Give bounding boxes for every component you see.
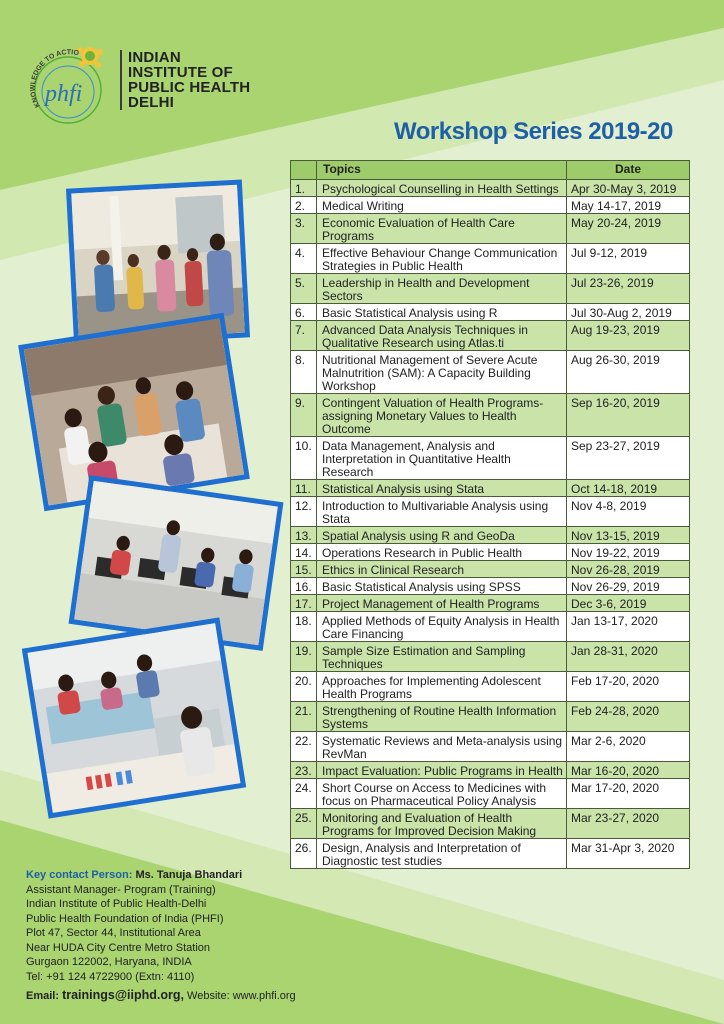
row-date: Mar 17-20, 2020 <box>567 779 690 809</box>
row-date: Aug 19-23, 2019 <box>567 321 690 351</box>
row-date: Nov 4-8, 2019 <box>567 497 690 527</box>
table-row <box>291 214 690 244</box>
table-row <box>291 274 690 304</box>
table-row <box>291 561 690 578</box>
table-row <box>291 480 690 497</box>
table-row <box>291 394 690 437</box>
contact-key-label: Key contact Person: <box>26 869 133 881</box>
row-number: 2. <box>291 197 317 214</box>
row-number: 3. <box>291 214 317 244</box>
row-date: Jul 9-12, 2019 <box>567 244 690 274</box>
table-row <box>291 779 690 809</box>
row-date: Nov 19-22, 2019 <box>567 544 690 561</box>
row-date: Nov 26-28, 2019 <box>567 561 690 578</box>
contact-line: Near HUDA City Centre Metro Station <box>26 941 211 954</box>
photo-laboratory <box>22 617 246 818</box>
table-header-num <box>291 161 317 180</box>
row-topic: Contingent Valuation of Health Programs-assigning Monetary Values to Health Outcome <box>317 394 567 437</box>
row-number: 23. <box>291 762 317 779</box>
row-topic: Monitoring and Evaluation of Health Programs for Improved Decision Making <box>317 809 567 839</box>
row-number: 20. <box>291 672 317 702</box>
table-header-topics: Topics <box>317 161 567 180</box>
row-topic: Approaches for Implementing Adolescent Health Programs <box>317 672 567 702</box>
row-date: Jul 23-26, 2019 <box>567 274 690 304</box>
row-number: 24. <box>291 779 317 809</box>
table-row <box>291 642 690 672</box>
row-number: 18. <box>291 612 317 642</box>
logo-tagline: KNOWLEDGE TO ACTIO <box>29 49 80 109</box>
org-name <box>120 50 250 110</box>
row-topic: Basic Statistical Analysis using SPSS <box>317 578 567 595</box>
row-number: 15. <box>291 561 317 578</box>
table-header-date: Date <box>567 161 690 180</box>
row-date: Nov 13-15, 2019 <box>567 527 690 544</box>
table-row <box>291 497 690 527</box>
row-number: 1. <box>291 180 317 197</box>
row-number: 22. <box>291 732 317 762</box>
row-topic: Nutritional Management of Severe Acute Malnutrition (SAM): A Capacity Building Workshop <box>317 351 567 394</box>
row-number: 10. <box>291 437 317 480</box>
email-label: Email: <box>26 990 60 1002</box>
row-topic: Design, Analysis and Interpretation of Diagnostic test studies <box>317 839 567 869</box>
row-topic: Impact Evaluation: Public Programs in Health <box>317 762 567 779</box>
org-name-line: INDIAN <box>128 49 181 66</box>
row-date: Dec 3-6, 2019 <box>567 595 690 612</box>
row-number: 21. <box>291 702 317 732</box>
table-row <box>291 321 690 351</box>
row-date: Aug 26-30, 2019 <box>567 351 690 394</box>
row-topic: Basic Statistical Analysis using R <box>317 304 567 321</box>
row-topic: Operations Research in Public Health <box>317 544 567 561</box>
row-number: 26. <box>291 839 317 869</box>
row-date: Mar 23-27, 2020 <box>567 809 690 839</box>
table-row <box>291 544 690 561</box>
row-topic: Medical Writing <box>317 197 567 214</box>
row-date: Apr 30-May 3, 2019 <box>567 180 690 197</box>
row-topic: Advanced Data Analysis Techniques in Qualitative Research using Atlas.ti <box>317 321 567 351</box>
row-topic: Effective Behaviour Change Communication Strategies in Public Health <box>317 244 567 274</box>
contact-name: Ms. Tanuja Bhandari <box>135 869 243 881</box>
row-number: 16. <box>291 578 317 595</box>
row-topic: Data Management, Analysis and Interpretation in Quantitative Health Research <box>317 437 567 480</box>
row-number: 17. <box>291 595 317 612</box>
row-date: Sep 16-20, 2019 <box>567 394 690 437</box>
table-row <box>291 762 690 779</box>
website-link[interactable]: www.phfi.org <box>232 990 296 1002</box>
row-topic: Introduction to Multivariable Analysis using Stata <box>317 497 567 527</box>
row-topic: Economic Evaluation of Health Care Programs <box>317 214 567 244</box>
row-date: Sep 23-27, 2019 <box>567 437 690 480</box>
row-topic: Spatial Analysis using R and GeoDa <box>317 527 567 544</box>
org-name-line: INSTITUTE OF <box>128 64 233 81</box>
table-row <box>291 197 690 214</box>
org-name-line: PUBLIC HEALTH <box>128 79 251 96</box>
row-number: 19. <box>291 642 317 672</box>
org-name-line: DELHI <box>128 94 174 111</box>
row-number: 14. <box>291 544 317 561</box>
row-date: Jan 28-31, 2020 <box>567 642 690 672</box>
row-date: Nov 26-29, 2019 <box>567 578 690 595</box>
row-number: 6. <box>291 304 317 321</box>
row-date: Jan 13-17, 2020 <box>567 612 690 642</box>
row-date: Mar 16-20, 2020 <box>567 762 690 779</box>
table-body <box>291 180 690 869</box>
row-topic: Applied Methods of Equity Analysis in Health Care Financing <box>317 612 567 642</box>
row-date: Jul 30-Aug 2, 2019 <box>567 304 690 321</box>
row-number: 12. <box>291 497 317 527</box>
contact-line: Tel: +91 124 4722900 (Extn: 4110) <box>26 970 195 983</box>
table-row <box>291 578 690 595</box>
logo-text: phfi <box>45 81 83 107</box>
row-number: 4. <box>291 244 317 274</box>
row-date: Feb 17-20, 2020 <box>567 672 690 702</box>
row-topic: Project Management of Health Programs <box>317 595 567 612</box>
row-number: 13. <box>291 527 317 544</box>
contact-line: Assistant Manager- Program (Training) <box>26 883 216 896</box>
table-row <box>291 809 690 839</box>
row-date: Oct 14-18, 2019 <box>567 480 690 497</box>
email-link[interactable]: trainings@iiphd.org, <box>62 988 184 1002</box>
website-label: Website: <box>187 990 230 1002</box>
row-topic: Systematic Reviews and Meta-analysis using RevMan <box>317 732 567 762</box>
row-date: May 20-24, 2019 <box>567 214 690 244</box>
row-topic: Statistical Analysis using Stata <box>317 480 567 497</box>
page-title: Workshop Series 2019-20 <box>394 118 673 145</box>
table-header-row <box>291 161 690 180</box>
table-row <box>291 732 690 762</box>
row-topic: Ethics in Clinical Research <box>317 561 567 578</box>
contact-line: Gurgaon 122002, Haryana, INDIA <box>26 956 192 968</box>
row-topic: Psychological Counselling in Health Settings <box>317 180 567 197</box>
row-number: 7. <box>291 321 317 351</box>
table-row <box>291 839 690 869</box>
contact-line: Indian Institute of Public Health-Delhi <box>26 898 207 910</box>
table-row <box>291 527 690 544</box>
table-row <box>291 595 690 612</box>
workshop-table <box>290 160 690 869</box>
phfi-logo-icon <box>18 40 128 130</box>
row-number: 25. <box>291 809 317 839</box>
row-date: Mar 2-6, 2020 <box>567 732 690 762</box>
contact-line: Plot 47, Sector 44, Institutional Area <box>26 927 201 939</box>
table-row <box>291 612 690 642</box>
row-topic: Strengthening of Routine Health Information Systems <box>317 702 567 732</box>
table-row <box>291 244 690 274</box>
row-date: Mar 31-Apr 3, 2020 <box>567 839 690 869</box>
row-date: Feb 24-28, 2020 <box>567 702 690 732</box>
contact-line: Public Health Foundation of India (PHFI) <box>26 912 224 925</box>
table-row <box>291 702 690 732</box>
row-date: May 14-17, 2019 <box>567 197 690 214</box>
row-number: 8. <box>291 351 317 394</box>
row-number: 5. <box>291 274 317 304</box>
row-topic: Leadership in Health and Development Sectors <box>317 274 567 304</box>
table-row <box>291 180 690 197</box>
row-topic: Short Course on Access to Medicines with focus on Pharmaceutical Policy Analysis <box>317 779 567 809</box>
row-number: 9. <box>291 394 317 437</box>
table-row <box>291 672 690 702</box>
row-topic: Sample Size Estimation and Sampling Techniques <box>317 642 567 672</box>
table-row <box>291 437 690 480</box>
table-row <box>291 351 690 394</box>
row-number: 11. <box>291 480 317 497</box>
contact-block <box>26 868 296 1004</box>
table-row <box>291 304 690 321</box>
